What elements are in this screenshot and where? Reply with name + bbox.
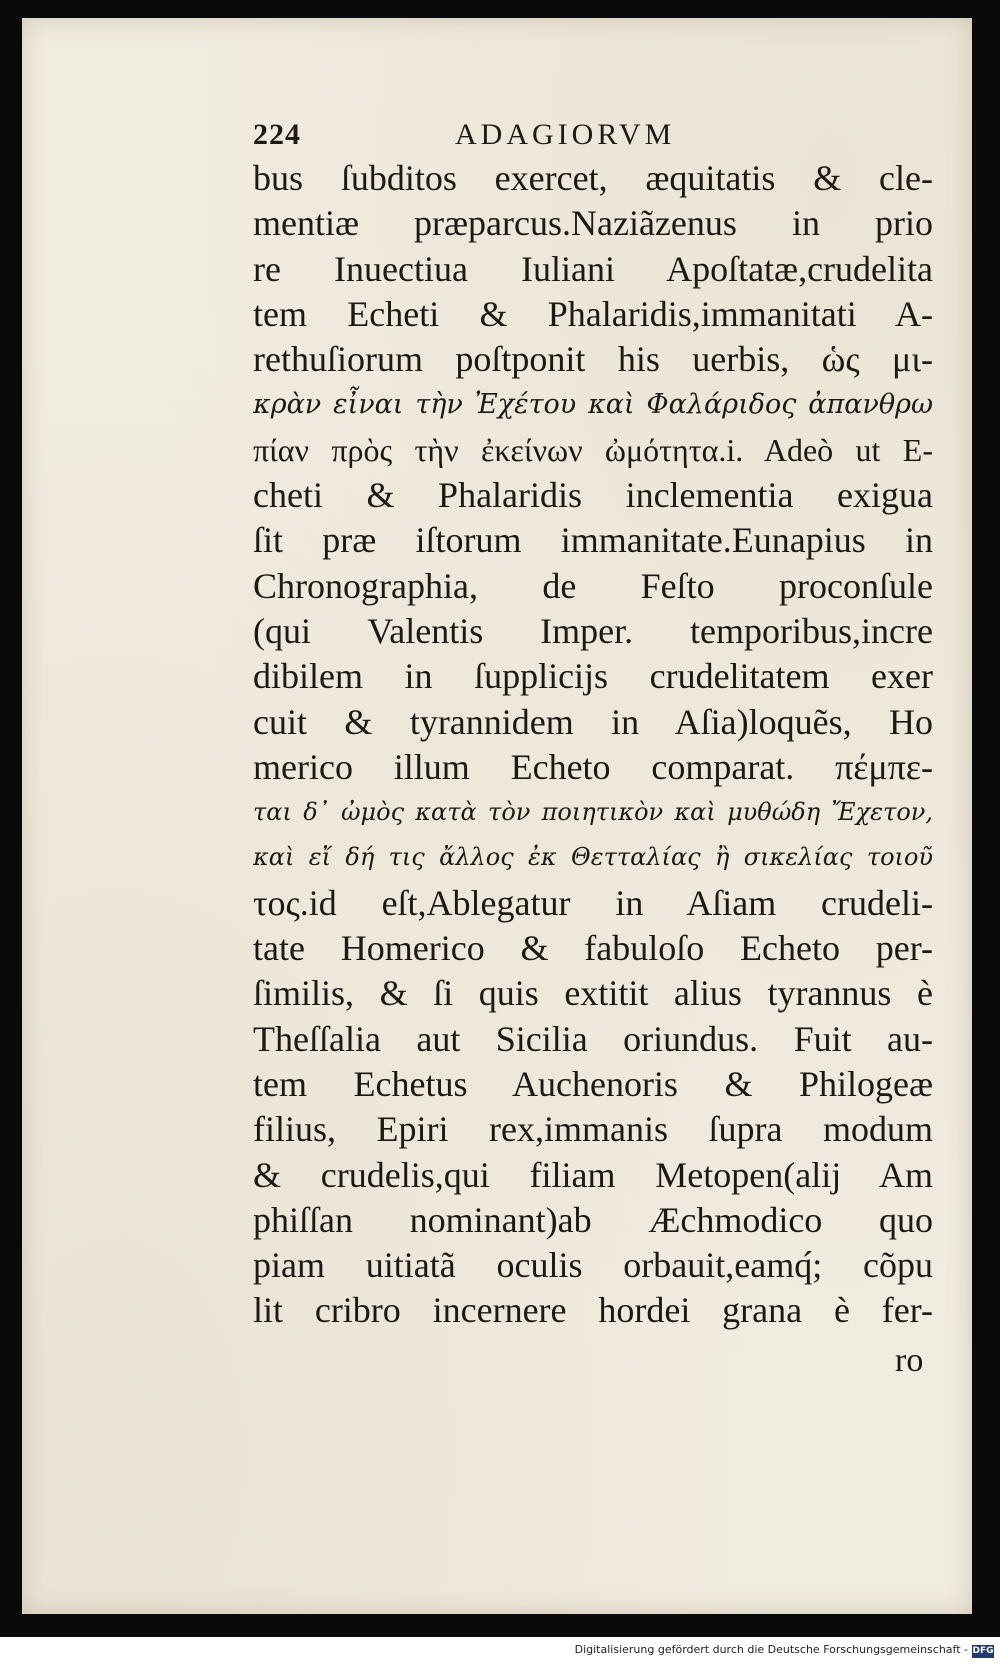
- body-text: [253, 156, 933, 1334]
- greek-text-line: καὶ εἴ δή τις ἄλλος ἐκ Θετταλίας ἢ σικελίας τοιοῦ: [253, 843, 933, 872]
- greek-text-line: ται δ᾽ ὠμὸς κατὰ τὸν ποιητικὸν καὶ μυθώδη Ἔχετον,: [253, 798, 933, 827]
- text-line: Chronographia, de Feſto proconſule: [253, 565, 933, 606]
- text-line: & crudelis,qui filiam Metopen(alij Am: [253, 1154, 933, 1195]
- digitization-credit: Digitalisierung gefördert durch die Deutsche Forschungsgemeinschaft -: [574, 1643, 968, 1656]
- text-line: rethuſiorum poſtponit his uerbis, ὡς μι-: [253, 339, 933, 380]
- catchword: ro: [895, 1342, 924, 1379]
- text-line: lit cribro incernere hordei grana è fer-: [253, 1290, 933, 1331]
- page-number: 224: [253, 118, 301, 151]
- text-line: τος.id eſt,Ablegatur in Aſiam crudeli-: [253, 882, 933, 923]
- text-line: cheti & Phalaridis inclementia exigua: [253, 475, 933, 516]
- text-line: piam uitiatã oculis orbauit,eamq́; cõpu: [253, 1245, 933, 1286]
- text-line: ſit præ iſtorum immanitate.Eunapius in: [253, 520, 933, 561]
- text-line: dibilem in ſupplicijs crudelitatem exer: [253, 656, 933, 697]
- text-line: re Inuectiua Iuliani Apoſtatæ,crudelita: [253, 248, 933, 289]
- text-line: merico illum Echeto comparat. πέμπε-: [253, 746, 933, 787]
- greek-text-line: κρὰν εἶναι τὴν Ἐχέτου καὶ Φαλάριδος ἀπανθρω: [253, 389, 933, 421]
- text-line: tem Echeti & Phalaridis,immanitati A-: [253, 293, 933, 334]
- text-line: tem Echetus Auchenoris & Philogeæ: [253, 1063, 933, 1104]
- text-line: phiſſan nominant)ab Æchmodico quo: [253, 1199, 933, 1240]
- text-line: tate Homerico & fabuloſo Echeto per-: [253, 928, 933, 969]
- running-title: ADAGIORVM: [455, 118, 676, 151]
- text-line: filius, Epiri rex,immanis ſupra modum: [253, 1109, 933, 1150]
- text-line: ſimilis, & ſi quis extitit alius tyrannus è: [253, 973, 933, 1014]
- text-line: mentiæ præparcus.Naziãzenus in prio: [253, 203, 933, 244]
- text-line: (qui Valentis Imper. temporibus,incre: [253, 610, 933, 651]
- text-line: cuit & tyrannidem in Aſia)loquẽs, Ho: [253, 701, 933, 742]
- text-line: Theſſalia aut Sicilia oriundus. Fuit au-: [253, 1018, 933, 1059]
- dfg-logo: DFG: [972, 1646, 994, 1656]
- running-head: [253, 118, 773, 158]
- text-line: πίαν πρὸς τὴν ἐκείνων ὠμότητα.i. Adeò ut E-: [253, 431, 933, 468]
- text-line: bus ſubditos exercet, æquitatis & cle-: [253, 158, 933, 198]
